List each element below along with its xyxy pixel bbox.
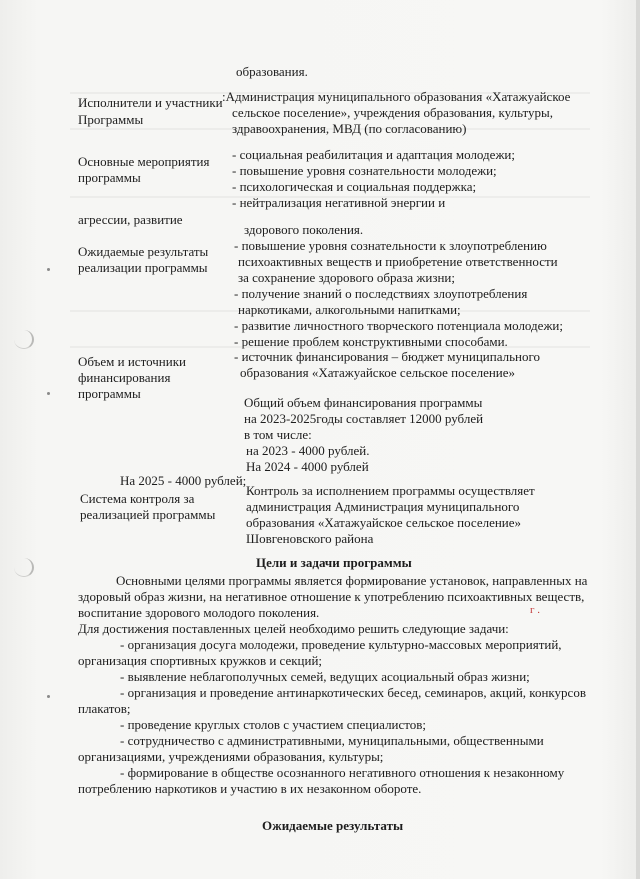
measures-value: - социальная реабилитация и адаптация молодежи;: [232, 147, 515, 162]
ink-mark: г .: [530, 604, 541, 616]
expected-value: психоактивных веществ и приобретение ответственности: [238, 254, 558, 269]
funding-label: Объем и источники: [78, 354, 186, 369]
control-label: Система контроля за: [80, 491, 195, 506]
funding-total: На 2024 - 4000 рублей: [246, 459, 369, 474]
funding-total: на 2023-2025годы составляет 12000 рублей: [244, 411, 484, 426]
goals-paragraph: Для достижения поставленных целей необходимо решить следующие задачи:: [78, 621, 509, 636]
funding-total: в том числе:: [244, 427, 312, 442]
section-heading-goals: Цели и задачи программы: [256, 555, 412, 570]
task-item: потреблению наркотиков и участию в их незаконном обороте.: [78, 781, 422, 796]
measures-label: Основные мероприятия: [78, 154, 210, 169]
funding-value: - источник финансирования – бюджет муниципального: [234, 349, 540, 364]
task-item: - выявление неблагополучных семей, ведущих асоциальный образ жизни;: [120, 669, 530, 684]
expected-label: реализации программы: [78, 260, 208, 275]
expected-value: наркотиками, алкогольными напитками;: [238, 302, 461, 317]
goals-paragraph: воспитание здорового молодого поколения.: [78, 605, 320, 620]
expected-value: - получение знаний о последствиях злоупотребления: [234, 286, 528, 301]
measures-value: - повышение уровня сознательности молодежи;: [232, 163, 497, 178]
measures-value: - нейтрализация негативной энергии и: [232, 195, 446, 210]
goals-paragraph: здоровый образ жизни, на негативное отношение к употреблению психоактивных веществ,: [78, 589, 585, 604]
ink-dot: [47, 392, 50, 395]
measures-cont: здорового поколения.: [244, 222, 364, 237]
measures-value: - психологическая и социальная поддержка;: [232, 179, 477, 194]
top-continuation: образования.: [236, 64, 308, 79]
task-item: плакатов;: [78, 701, 131, 716]
funding-total: на 2023 - 4000 рублей.: [246, 443, 370, 458]
measures-label: программы: [78, 170, 141, 185]
page-edge: [636, 0, 640, 879]
funding-extra: На 2025 - 4000 рублей;: [120, 473, 247, 488]
funding-value: образования «Хатажуайское сельское поселение»: [240, 365, 516, 380]
expected-value: - развитие личностного творческого потенциала молодежи;: [234, 318, 563, 333]
control-value: Шовгеновского района: [246, 531, 374, 546]
funding-label: программы: [78, 386, 141, 401]
ink-dot: [47, 695, 50, 698]
task-item: - организация и проведение антинаркотических бесед, семинаров, акций, конкурсов: [120, 685, 586, 700]
control-value: образования «Хатажуайское сельское поселение»: [246, 515, 522, 530]
task-item: организациями, учреждениями образования, культуры;: [78, 749, 384, 764]
executors-value: :Администрация муниципального образования «Хатажуайское: [222, 89, 571, 104]
funding-label: финансирования: [78, 370, 171, 385]
control-value: администрация Администрация муниципального: [246, 499, 520, 514]
punch-hole: [14, 330, 34, 349]
goals-paragraph: Основными целями программы является формирование установок, направленных на: [116, 573, 588, 588]
ink-dot: [47, 268, 50, 271]
task-item: - формирование в обществе осознанного негативного отношения к незаконному: [120, 765, 565, 780]
control-value: Контроль за исполнением программы осуществляет: [246, 483, 535, 498]
punch-hole: [14, 558, 34, 577]
expected-value: за сохранение здорового образа жизни;: [238, 270, 455, 285]
executors-label: Исполнители и участники: [78, 95, 223, 110]
measures-overflow: агрессии, развитие: [78, 212, 183, 227]
task-item: - сотрудничество с административными, муниципальными, общественными: [120, 733, 544, 748]
task-item: - организация досуга молодежи, проведение культурно-массовых мероприятий,: [120, 637, 562, 652]
expected-value: - повышение уровня сознательности к злоупотреблению: [234, 238, 547, 253]
funding-total: Общий объем финансирования программы: [244, 395, 483, 410]
expected-value: - решение проблем конструктивными способами.: [234, 334, 508, 349]
executors-value: сельское поселение», учреждения образования, культуры,: [232, 105, 554, 120]
executors-value: здравоохранения, МВД (по согласованию): [232, 121, 467, 136]
task-item: организация спортивных кружков и секций;: [78, 653, 323, 668]
control-label: реализацией программы: [80, 507, 216, 522]
executors-label: Программы: [78, 112, 144, 127]
section-heading-results: Ожидаемые результаты: [262, 818, 404, 833]
expected-label: Ожидаемые результаты: [78, 244, 209, 259]
task-item: - проведение круглых столов с участием специалистов;: [120, 717, 427, 732]
